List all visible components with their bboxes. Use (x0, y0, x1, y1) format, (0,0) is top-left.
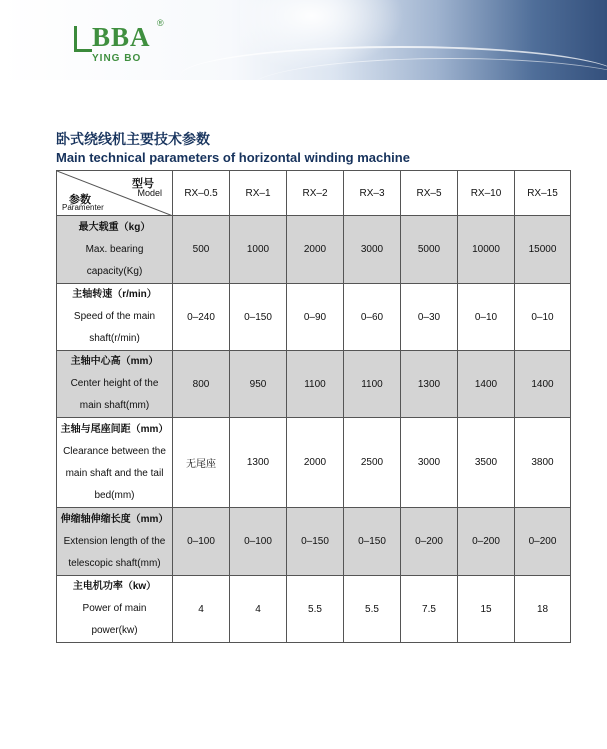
value-cell: 1400 (458, 351, 515, 418)
parameter-name-cn: 主轴中心高（mm） (70, 356, 159, 367)
value-cell: 500 (173, 216, 230, 284)
value-cell: 7.5 (401, 576, 458, 643)
model-header: RX–0.5 (173, 171, 230, 216)
parameter-name-cell (57, 576, 173, 643)
value-cell: 1400 (515, 351, 571, 418)
value-cell: 0–240 (173, 284, 230, 351)
value-cell: 5.5 (287, 576, 344, 643)
value-cell: 15000 (515, 216, 571, 284)
corner-param-en: Paramenter (62, 203, 104, 212)
parameter-name-en: Power of main (82, 603, 147, 614)
value-cell: 无尾座 (173, 418, 230, 508)
model-header: RX–3 (344, 171, 401, 216)
value-cell: 15 (458, 576, 515, 643)
value-cell: 2000 (287, 418, 344, 508)
value-cell: 1100 (287, 351, 344, 418)
value-cell: 0–100 (230, 508, 287, 576)
parameter-name-en: Clearance between the (63, 445, 166, 457)
parameter-name-cell (57, 351, 173, 418)
value-cell: 0–150 (230, 284, 287, 351)
value-cell: 10000 (458, 216, 515, 284)
value-cell: 5000 (401, 216, 458, 284)
model-header: RX–5 (401, 171, 458, 216)
parameter-name-cell (57, 284, 173, 351)
parameter-name-en: shaft(r/min) (89, 333, 140, 344)
spec-table (56, 170, 571, 643)
table-row (57, 418, 571, 508)
value-cell: 0–150 (344, 508, 401, 576)
parameter-name-en: capacity(Kg) (86, 265, 143, 277)
parameter-name-en: Speed of the main (73, 311, 156, 322)
value-cell: 0–200 (458, 508, 515, 576)
parameter-name-cn: 最大载重（kg） (78, 221, 151, 233)
model-header: RX–15 (515, 171, 571, 216)
parameter-name-cn: 主轴转速（r/min） (72, 289, 157, 300)
value-cell: 4 (173, 576, 230, 643)
parameter-name-en: main shaft and the tail (65, 467, 164, 479)
parameter-name-en: bed(mm) (94, 489, 135, 501)
value-cell: 3800 (515, 418, 571, 508)
value-cell: 950 (230, 351, 287, 418)
corner-model-cn: 型号 (132, 178, 154, 190)
value-cell: 4 (230, 576, 287, 643)
parameter-name-cell (57, 216, 173, 284)
parameter-name-cn: 伸缩轴伸缩长度（mm） (60, 513, 169, 525)
logo-subtitle: YING BO (92, 53, 142, 64)
value-cell: 0–30 (401, 284, 458, 351)
model-header: RX–1 (230, 171, 287, 216)
value-cell: 5.5 (344, 576, 401, 643)
value-cell: 3500 (458, 418, 515, 508)
value-cell: 0–200 (401, 508, 458, 576)
value-cell: 1000 (230, 216, 287, 284)
value-cell: 2000 (287, 216, 344, 284)
corner-param-cn: 参数 (69, 194, 91, 206)
value-cell: 1300 (401, 351, 458, 418)
value-cell: 2500 (344, 418, 401, 508)
table-corner-cell (57, 171, 173, 216)
model-header: RX–2 (287, 171, 344, 216)
value-cell: 800 (173, 351, 230, 418)
model-header: RX–10 (458, 171, 515, 216)
parameter-name-en: Extension length of the (63, 535, 166, 547)
logo-icon (74, 26, 92, 52)
page-title-english: Main technical parameters of horizontal winding machine (56, 150, 410, 165)
value-cell: 0–60 (344, 284, 401, 351)
value-cell: 3000 (344, 216, 401, 284)
parameter-name-cell (57, 508, 173, 576)
value-cell: 18 (515, 576, 571, 643)
parameter-name-en: main shaft(mm) (79, 400, 150, 411)
corner-model-en: Model (137, 188, 162, 198)
table-row (57, 216, 571, 284)
value-cell: 0–150 (287, 508, 344, 576)
value-cell: 1100 (344, 351, 401, 418)
registered-mark: ® (157, 18, 164, 28)
logo-text: BBA (92, 22, 151, 52)
parameter-name-cn: 主轴与尾座间距（mm） (60, 423, 169, 435)
value-cell: 3000 (401, 418, 458, 508)
table-row (57, 284, 571, 351)
value-cell: 0–100 (173, 508, 230, 576)
page-title-chinese: 卧式绕线机主要技术参数 (56, 131, 210, 147)
value-cell: 0–90 (287, 284, 344, 351)
parameter-name-cell (57, 418, 173, 508)
value-cell: 1300 (230, 418, 287, 508)
value-cell: 0–200 (515, 508, 571, 576)
parameter-name-en: telescopic shaft(mm) (68, 557, 161, 569)
parameter-name-cn: 主电机功率（kw） (72, 581, 157, 592)
table-header-row (57, 171, 571, 216)
parameter-name-en: power(kw) (91, 625, 138, 636)
header-banner (0, 0, 607, 80)
table-row (57, 508, 571, 576)
table-row (57, 351, 571, 418)
value-cell: 0–10 (458, 284, 515, 351)
parameter-name-en: Center height of the (70, 378, 159, 389)
value-cell: 0–10 (515, 284, 571, 351)
parameter-name-en: Max. bearing (85, 243, 144, 255)
table-row (57, 576, 571, 643)
